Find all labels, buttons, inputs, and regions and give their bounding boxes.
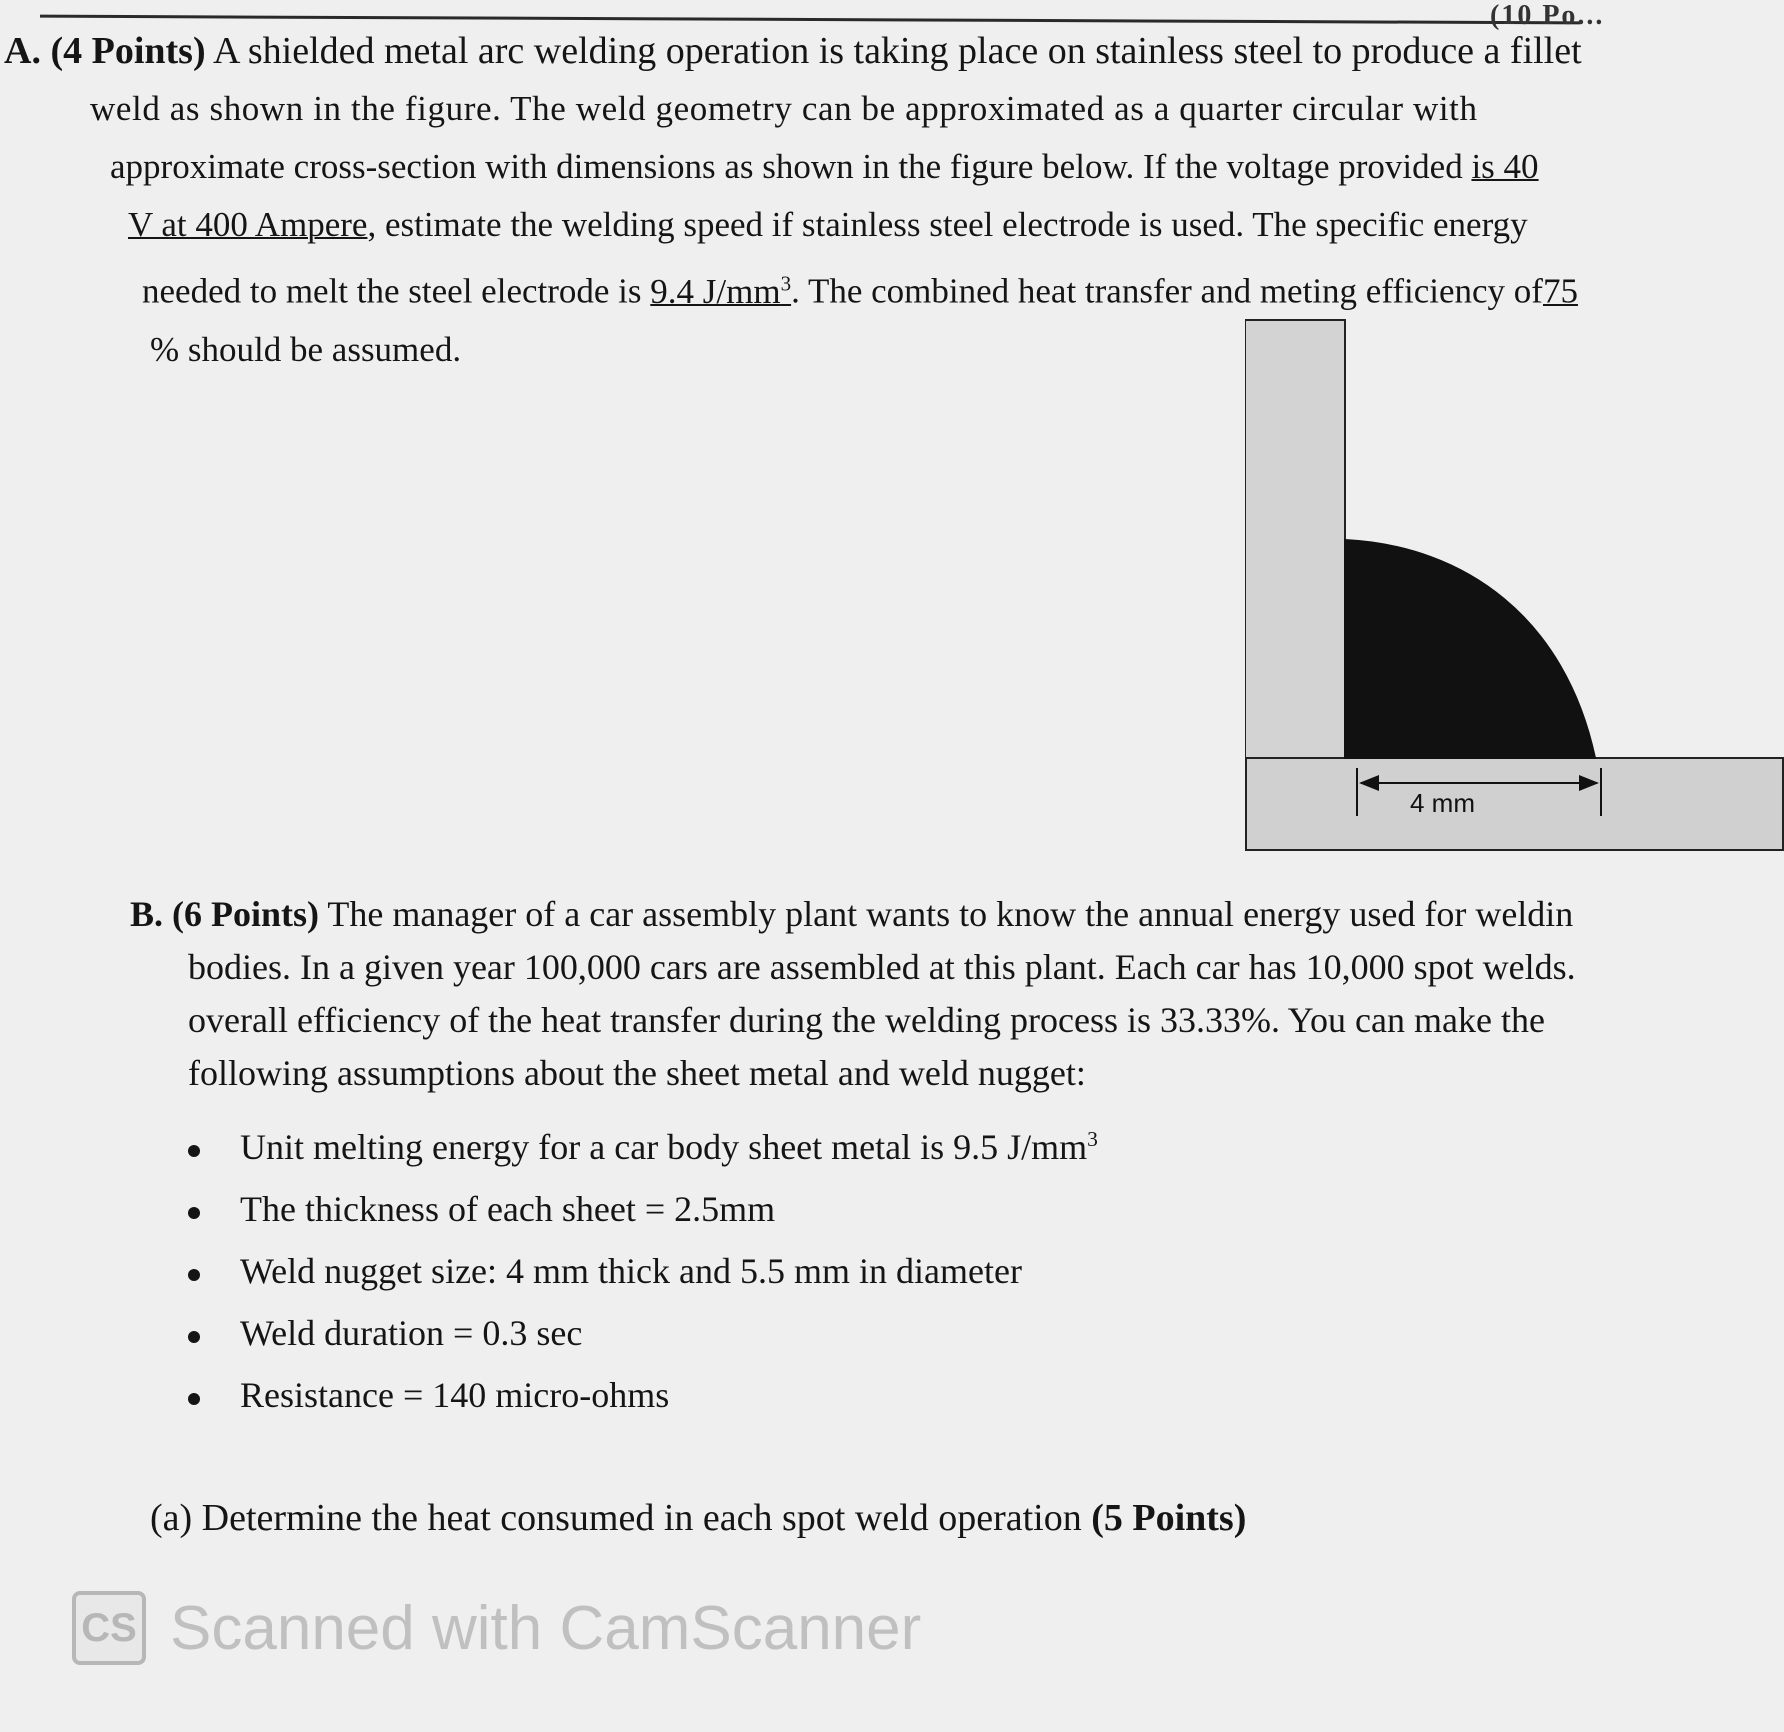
camscanner-logo-icon: CS	[72, 1591, 146, 1665]
bullet-icon	[188, 1331, 200, 1343]
question-b-points: (6 Points)	[172, 894, 320, 934]
list-item: Weld duration = 0.3 sec	[188, 1294, 1784, 1356]
bullet-icon	[188, 1145, 200, 1157]
question-b-line-1: B. (6 Points) The manager of a car assembly plant wants to know the annual energy used for weldin	[130, 894, 1574, 934]
specific-energy-underline: 9.4 $J/mm^3$	[650, 271, 792, 311]
question-b-label: B.	[130, 894, 164, 934]
efficiency-underline: 75	[1542, 271, 1578, 311]
assumptions-list	[130, 1108, 1780, 1418]
question-a-line-6: % should be assumed.	[150, 329, 462, 369]
fillet-weld-diagram	[1245, 318, 1784, 858]
question-a-label: A.	[4, 30, 41, 72]
question-a-line-4: V at 400 Ampere, estimate the welding speed if stainless steel electrode is used. The specific energy	[128, 205, 1528, 244]
sub-question-a: (a) Determine the heat consumed in each spot weld operation (5 Points)	[150, 1497, 1247, 1539]
list-item: Unit melting energy for a car body sheet metal is 9.5 $J/mm^3$	[188, 1108, 1784, 1170]
voltage-underline: is 40	[1471, 147, 1539, 186]
question-b-line-3: overall efficiency of the heat transfer during the welding process is 33.33%. You can make the	[188, 1000, 1545, 1040]
camscanner-watermark	[72, 1588, 921, 1668]
question-a-line-5: needed to melt the steel electrode is 9.4 $J/mm^3$. The combined heat transfer and meting efficiency of75	[142, 271, 1578, 311]
question-a-text-1: A shielded metal arc welding operation is taking place on stainless steel to produce a fillet	[205, 30, 1582, 72]
sub-question-a-points: (5 Points)	[1091, 1497, 1247, 1539]
bullet-icon	[188, 1393, 200, 1405]
watermark-text: Scanned with CamScanner	[170, 1593, 922, 1663]
list-item: The thickness of each sheet = 2.5mm	[188, 1170, 1784, 1232]
dimension-label: 4 mm	[1410, 788, 1475, 818]
weld-bead	[1345, 540, 1595, 758]
question-b-line-2: bodies. In a given year 100,000 cars are assembled at this plant. Each car has 10,000 spot welds.	[188, 947, 1576, 987]
question-a-points: (4 Points)	[50, 30, 206, 72]
question-a-line-3: approximate cross-section with dimensions as shown in the figure below. If the voltage provided is 40	[110, 147, 1539, 186]
current-underline: V at 400 Ampere	[128, 205, 368, 244]
fillet-weld-figure	[1245, 318, 1784, 858]
bullet-icon	[188, 1269, 200, 1281]
points-header-fragment: (10 Po...	[1490, 0, 1605, 31]
bullet-icon	[188, 1207, 200, 1219]
list-item: Weld nugget size: 4 mm thick and 5.5 mm in diameter	[188, 1232, 1784, 1294]
question-b-line-4: following assumptions about the sheet metal and weld nugget:	[188, 1053, 1086, 1093]
question-b	[130, 888, 1780, 1418]
list-item: Resistance = 140 micro-ohms	[188, 1356, 1784, 1418]
question-a-line-2: weld as shown in the figure. The weld geometry can be approximated as a quarter circular with	[90, 89, 1478, 128]
horizontal-plate	[1246, 758, 1783, 850]
vertical-plate	[1245, 320, 1345, 758]
question-a-line-1	[4, 22, 1784, 80]
